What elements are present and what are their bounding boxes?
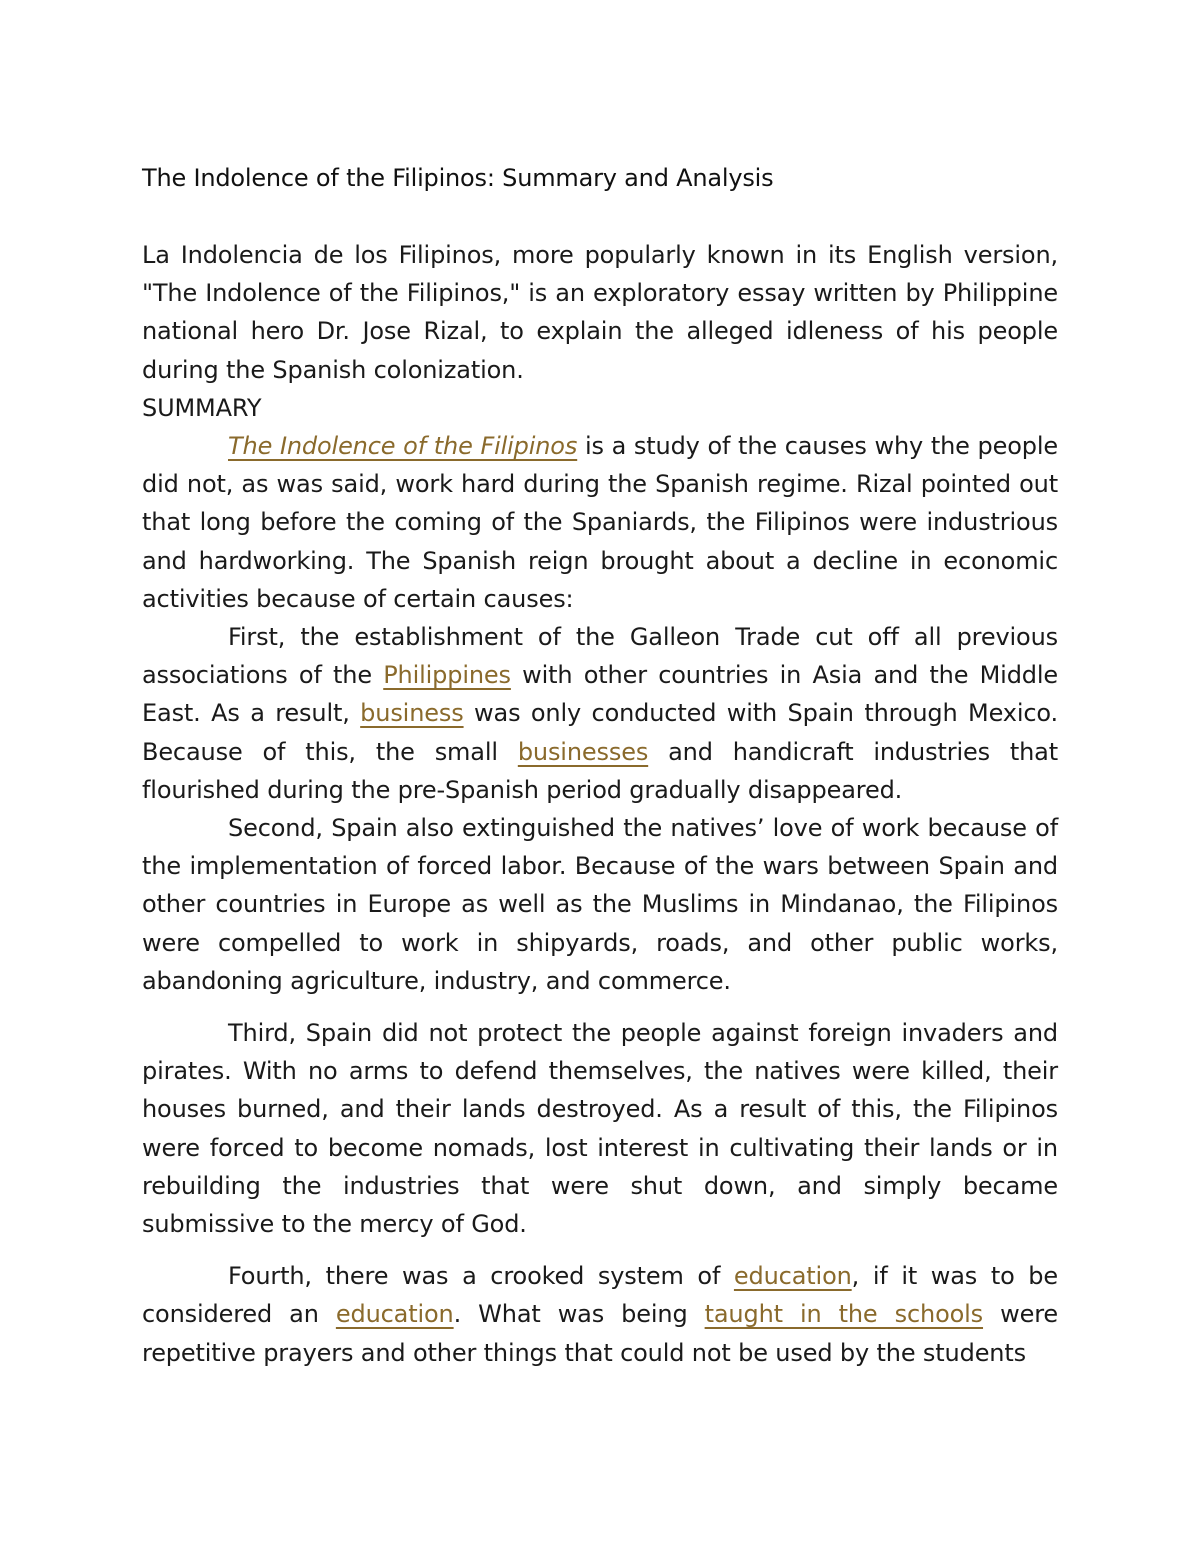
- document-title: The Indolence of the Filipinos: Summary and Analysis: [142, 164, 774, 192]
- taught-in-the-schools-link[interactable]: taught in the schools: [704, 1300, 984, 1329]
- paragraph-text: were repetitive prayers and other things that could not be used by the students: [142, 1300, 1059, 1367]
- paragraph-third-cause: Third, Spain did not protect the people against foreign invaders and pirates. With no arms to defend themselves, the natives were killed, their houses burned, and their lands destroyed. As a result of this, the Filipinos were forced to become nomads, lost interest in cultivating their lands or in rebuilding the industries that were shut down, and simply became submissive to the mercy of God.: [142, 1019, 1058, 1239]
- paragraph-text: . What was being: [453, 1300, 705, 1329]
- intro-paragraph: La Indolencia de los Filipinos, more popularly known in its English version, "The Indolence of the Filipinos," is an exploratory essay written by Philippine national hero Dr. Jose Rizal, to explain the alleged idleness of his people during the Spanish colonization.: [142, 241, 1058, 384]
- paragraph-text: is a study of the causes why the people did not, as was said, work hard during the Spanish regime. Rizal pointed out that long before the coming of the Spaniards, the Filipinos were industrious and hardworking. The Spanish reign brought about a decline in economic activities because of certain causes:: [142, 432, 1058, 613]
- education-link[interactable]: education: [733, 1262, 852, 1291]
- business-link[interactable]: business: [360, 699, 464, 728]
- philippines-link[interactable]: Philippines: [383, 661, 511, 690]
- essay-title-link[interactable]: The Indolence of the Filipinos: [228, 432, 578, 461]
- paragraph-text: and handicraft industries that flourished during the pre-Spanish period gradually disappeared.: [142, 737, 1059, 804]
- education-link-2[interactable]: education: [335, 1300, 454, 1329]
- businesses-link[interactable]: businesses: [517, 737, 649, 766]
- paragraph-text: Fourth, there was a crooked system of: [228, 1262, 734, 1291]
- document-page: [142, 158, 1058, 1372]
- paragraph-text: was only conducted with Spain through Mexico. Because of this, the small: [142, 699, 1058, 766]
- paragraph-study: [142, 427, 1058, 618]
- paragraph-fourth-cause: [142, 1257, 1058, 1372]
- paragraph-text: First, the establishment of the Galleon Trade cut off all previous associations of the: [142, 623, 1058, 690]
- paragraph-second-cause: Second, Spain also extinguished the natives’ love of work because of the implementation of forced labor. Because of the wars between Spain and other countries in Europe as well as the Muslims in Mindanao, the Filipinos were compelled to work in shipyards, roads, and other public works, abandoning agriculture, industry, and commerce.: [142, 814, 1058, 995]
- paragraph-text: , if it was to be considered an: [142, 1262, 1059, 1329]
- paragraph-first-cause: [142, 618, 1058, 809]
- summary-heading: SUMMARY: [142, 393, 262, 422]
- paragraph-text: with other countries in Asia and the Middle East. As a result,: [142, 661, 1059, 728]
